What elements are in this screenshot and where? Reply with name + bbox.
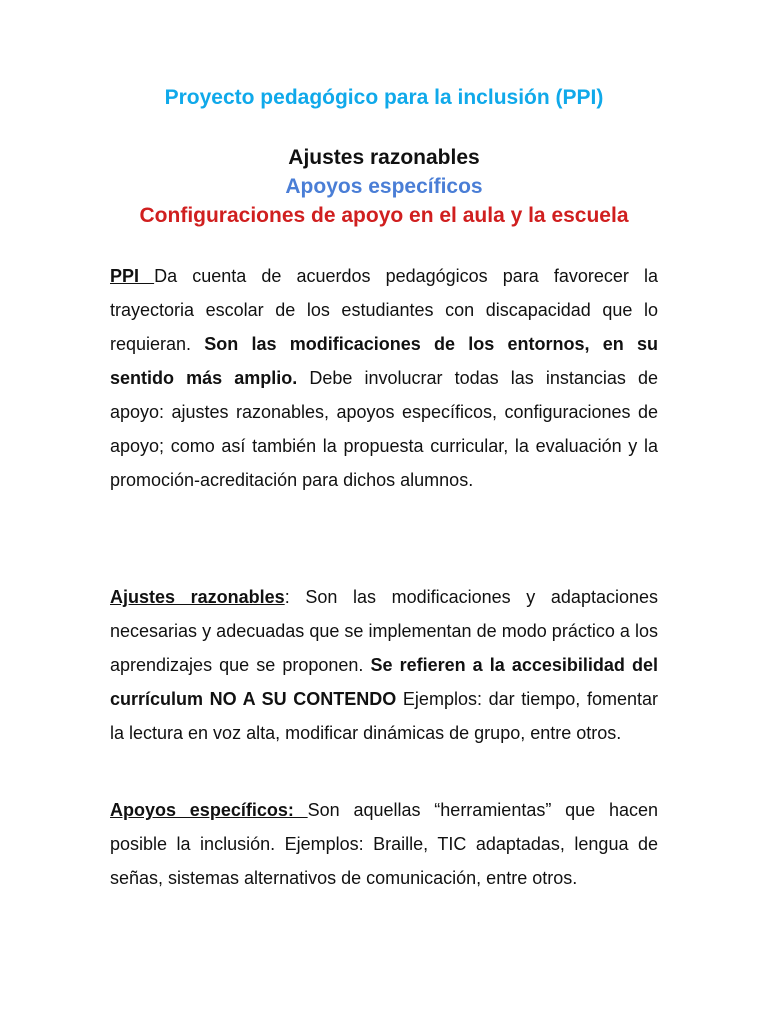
headings-block: [0, 143, 768, 230]
ppi-bold-1: Son las modificaciones de los entornos, en su sentido más amplio.: [110, 334, 658, 388]
term-ppi: PPI: [110, 266, 155, 286]
term-apoyos: Apoyos específicos:: [110, 800, 308, 820]
heading-ajustes-razonables: Ajustes razonables: [288, 146, 480, 169]
paragraph-apoyos: [110, 793, 658, 895]
paragraph-ppi: [110, 259, 658, 497]
ajustes-text-2: Ejemplos: dar tiempo, fomentar la lectura en voz alta, modificar dinámicas de grupo, entre otros.: [110, 689, 658, 743]
ppi-text-1: Da cuenta de acuerdos pedagógicos para favorecer la trayectoria escolar de los estudiantes con discapacidad que lo requieran.: [110, 266, 658, 354]
document-title: Proyecto pedagógico para la inclusión (PPI): [164, 86, 604, 109]
apoyos-text-1: Son aquellas “herramientas” que hacen posible la inclusión. Ejemplos: Braille, TIC adaptadas, lengua de señas, sistemas alternativos de comunicación, entre otros.: [110, 800, 658, 888]
ajustes-bold-1: Se refieren a la accesibilidad del currículum NO A SU CONTENDO: [110, 655, 658, 709]
paragraph-ajustes: [110, 580, 658, 750]
ajustes-text-1: : Son las modificaciones y adaptaciones necesarias y adecuadas que se implementan de modo práctico a los aprendizajes que se proponen.: [110, 587, 658, 675]
heading-configuraciones: Configuraciones de apoyo en el aula y la escuela: [139, 204, 629, 227]
ppi-text-2: Debe involucrar todas las instancias de apoyo: ajustes razonables, apoyos específicos, configuraciones de apoyo; como así también la propuesta curricular, la evaluación y la promoción-acreditación para dichos alumnos.: [110, 368, 658, 490]
heading-apoyos-especificos: Apoyos específicos: [285, 175, 483, 198]
term-ajustes: Ajustes razonables: [110, 587, 285, 607]
